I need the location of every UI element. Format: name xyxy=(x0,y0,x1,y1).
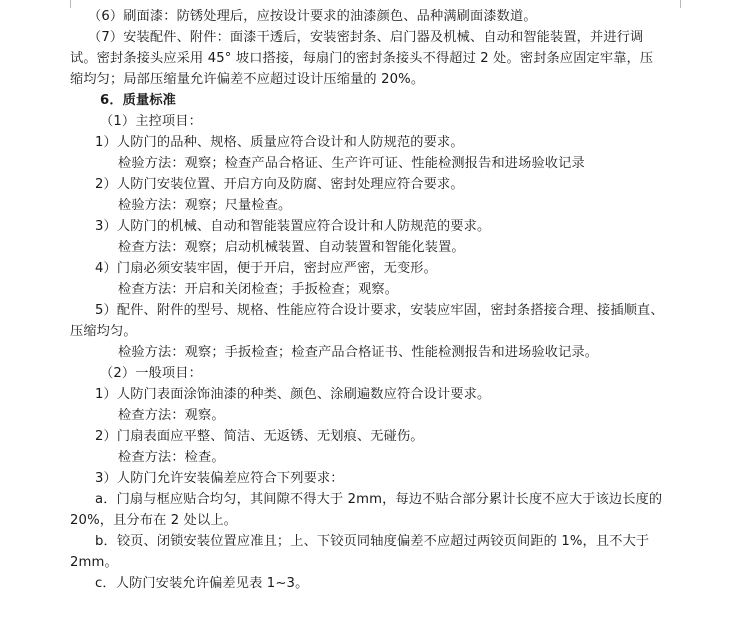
requirement-a-continued: 20%，且分布在 2 处以上。 xyxy=(70,513,238,528)
requirement-a: a．门扇与框应贴合均匀，其间隙不得大于 2mm，每边不贴合部分累计长度不应大于该边长度的 xyxy=(95,492,663,507)
general-item-3: 3）人防门允许安装偏差应符合下列要求： xyxy=(95,471,344,486)
inspection-method-2: 检验方法：观察；尺量检查。 xyxy=(118,198,292,213)
main-item-2: 2）人防门安装位置、开启方向及防腐、密封处理应符合要求。 xyxy=(95,177,464,192)
general-inspection-method-2: 检查方法：检查。 xyxy=(118,450,225,465)
subsection-heading-general-items: （2）一般项目： xyxy=(100,366,202,381)
main-item-3: 3）人防门的机械、自动和智能装置应符合设计和人防规范的要求。 xyxy=(95,219,491,234)
inspection-method-1: 检验方法：观察；检查产品合格证、生产许可证、性能检测报告和进场验收记录 xyxy=(118,156,585,171)
paragraph-line-paint-topcoat: （6）刷面漆：防锈处理后，应按设计要求的油漆颜色、品种满刷面漆数道。 xyxy=(88,9,537,24)
main-item-4: 4）门扇必须安装牢固，便于开启，密封应严密，无变形。 xyxy=(95,261,437,276)
general-item-2: 2）门扇表面应平整、简洁、无返锈、无划痕、无碰伤。 xyxy=(95,429,424,444)
section-heading-quality-standard: 6．质量标准 xyxy=(100,93,177,108)
requirement-b-continued: 2mm。 xyxy=(70,555,118,570)
requirement-c: c．人防门安装允许偏差见表 1~3。 xyxy=(95,576,309,591)
paragraph-line-install-fittings: （7）安装配件、附件：面漆干透后，安装密封条、启门器及机械、自动和智能装置，并进行调 xyxy=(88,30,644,45)
subsection-heading-main-items: （1）主控项目： xyxy=(100,114,202,129)
general-inspection-method-1: 检查方法：观察。 xyxy=(118,408,225,423)
inspection-method-4: 检查方法：开启和关闭检查；手扳检查；观察。 xyxy=(118,282,399,297)
main-item-5: 5）配件、附件的型号、规格、性能应符合设计要求，安装应牢固，密封条搭接合理、接插顺直、 xyxy=(95,303,664,318)
inspection-method-5: 检验方法：观察；手扳检查；检查产品合格证书、性能检测报告和进场验收记录。 xyxy=(118,345,599,360)
requirement-b: b．铰页、闭锁安装位置应准且；上、下铰页同轴度偏差不应超过两铰页间距的 1%，且不大于 xyxy=(95,534,650,549)
main-item-5-continued: 压缩均匀。 xyxy=(70,324,137,339)
inspection-method-3: 检查方法：观察；启动机械装置、自动装置和智能化装置。 xyxy=(118,240,465,255)
margin-corner-mark-right xyxy=(680,0,681,8)
paragraph-line-seal-joints: 试。密封条接头应采用 45° 坡口搭接，每扇门的密封条接头不得超过 2 处。密封条应固定牢靠，压 xyxy=(70,51,654,66)
paragraph-line-compression: 缩均匀；局部压缩量允许偏差不应超过设计压缩量的 20%。 xyxy=(70,72,425,87)
general-item-1: 1）人防门表面涂饰油漆的种类、颜色、涂刷遍数应符合设计要求。 xyxy=(95,387,491,402)
margin-corner-mark-left xyxy=(70,0,71,8)
main-item-1: 1）人防门的品种、规格、质量应符合设计和人防规范的要求。 xyxy=(95,135,464,150)
